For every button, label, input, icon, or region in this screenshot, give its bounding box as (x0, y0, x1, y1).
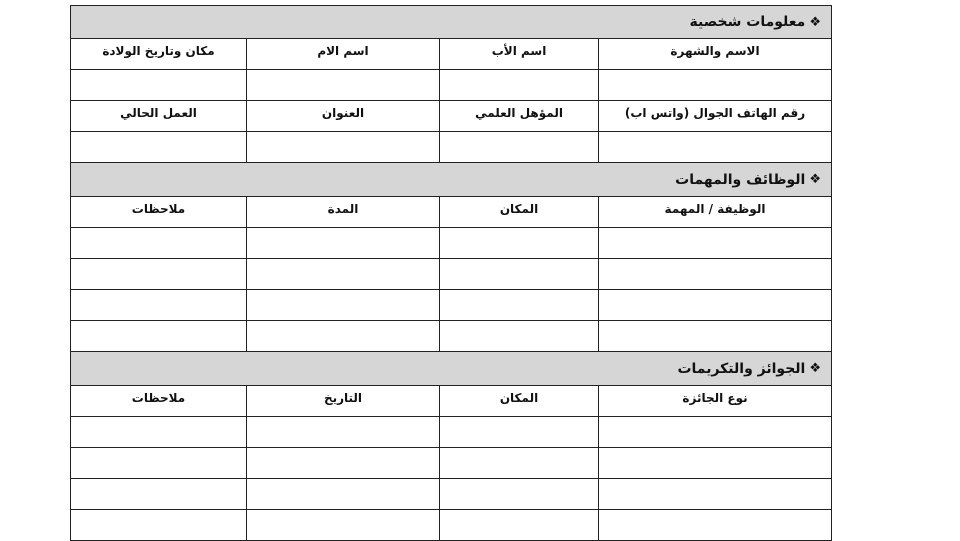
empty-field-cell[interactable] (439, 259, 598, 289)
empty-field-cell[interactable] (439, 448, 598, 478)
empty-field-cell[interactable] (439, 417, 598, 447)
table-row (71, 70, 831, 101)
empty-field-cell[interactable] (246, 448, 439, 478)
header-cell: رقم الهاتف الجوال (واتس اب) (598, 101, 831, 131)
empty-field-cell[interactable] (598, 448, 831, 478)
form-table (70, 5, 832, 541)
empty-field-cell[interactable] (439, 510, 598, 540)
empty-field-cell[interactable] (439, 132, 598, 162)
empty-field-cell[interactable] (598, 259, 831, 289)
empty-field-cell[interactable] (439, 70, 598, 100)
empty-field-cell[interactable] (246, 259, 439, 289)
diamond-bullet-icon: ❖ (809, 14, 821, 30)
empty-field-cell[interactable] (439, 228, 598, 258)
empty-field-cell[interactable] (71, 70, 246, 100)
empty-field-cell[interactable] (598, 132, 831, 162)
empty-field-cell[interactable] (246, 228, 439, 258)
empty-field-cell[interactable] (71, 259, 246, 289)
table-row (71, 39, 831, 70)
empty-field-cell[interactable] (598, 70, 831, 100)
empty-field-cell[interactable] (598, 417, 831, 447)
empty-field-cell[interactable] (71, 321, 246, 351)
empty-field-cell[interactable] (71, 510, 246, 540)
table-row (71, 448, 831, 479)
header-cell: المكان (439, 386, 598, 416)
empty-field-cell[interactable] (71, 228, 246, 258)
header-cell: نوع الجائزة (598, 386, 831, 416)
section-title: الوظائف والمهمات (675, 171, 806, 188)
section-header-personal-info (71, 5, 831, 39)
empty-field-cell[interactable] (246, 70, 439, 100)
table-row (71, 479, 831, 510)
empty-field-cell[interactable] (71, 132, 246, 162)
empty-field-cell[interactable] (246, 132, 439, 162)
empty-field-cell[interactable] (439, 479, 598, 509)
header-cell: العنوان (246, 101, 439, 131)
header-cell: اسم الأب (439, 39, 598, 69)
empty-field-cell[interactable] (439, 321, 598, 351)
empty-field-cell[interactable] (246, 479, 439, 509)
table-row (71, 321, 831, 352)
empty-field-cell[interactable] (246, 417, 439, 447)
empty-field-cell[interactable] (71, 290, 246, 320)
table-row (71, 228, 831, 259)
diamond-bullet-icon: ❖ (809, 361, 821, 376)
header-cell: مكان وتاريخ الولادة (102, 44, 215, 58)
section-header-awards (71, 352, 831, 386)
table-row (71, 101, 831, 132)
header-cell: ملاحظات (131, 391, 186, 405)
header-cell: المكان (439, 197, 598, 227)
empty-field-cell[interactable] (598, 290, 831, 320)
table-row (71, 197, 831, 228)
empty-field-cell[interactable] (246, 510, 439, 540)
empty-field-cell[interactable] (71, 479, 246, 509)
section-title: معلومات شخصية (689, 14, 806, 30)
section-title: الجوائز والتكريمات (677, 360, 806, 377)
empty-field-cell[interactable] (71, 417, 246, 447)
header-cell: ملاحظات (131, 202, 186, 216)
table-row (71, 259, 831, 290)
table-row (71, 386, 831, 417)
empty-field-cell[interactable] (598, 479, 831, 509)
empty-field-cell[interactable] (246, 321, 439, 351)
empty-field-cell[interactable] (439, 290, 598, 320)
header-cell: الوظيفة / المهمة (598, 197, 831, 227)
header-cell: اسم الام (246, 39, 439, 69)
header-cell: التاريخ (246, 386, 439, 416)
empty-field-cell[interactable] (598, 228, 831, 258)
section-header-jobs (71, 163, 831, 197)
table-row (71, 132, 831, 163)
empty-field-cell[interactable] (71, 448, 246, 478)
header-cell: العمل الحالي (120, 106, 197, 120)
header-cell: الاسم والشهرة (598, 39, 831, 69)
empty-field-cell[interactable] (598, 321, 831, 351)
empty-field-cell[interactable] (246, 290, 439, 320)
diamond-bullet-icon: ❖ (809, 172, 821, 187)
header-cell: المدة (246, 197, 439, 227)
table-row (71, 510, 831, 541)
table-row (71, 290, 831, 321)
table-row (71, 417, 831, 448)
empty-field-cell[interactable] (598, 510, 831, 540)
header-cell: المؤهل العلمي (439, 101, 598, 131)
